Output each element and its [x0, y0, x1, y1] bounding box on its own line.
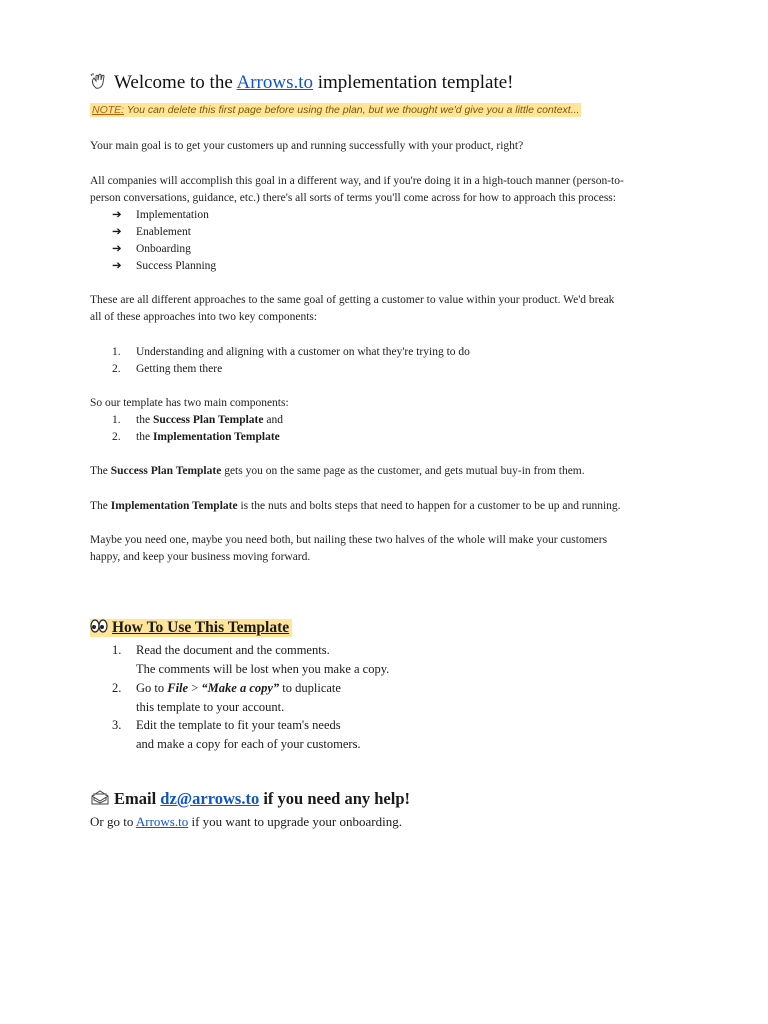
approach-line-1: These are all different approaches to the same goal of getting a customer to value within your product. We'd break [90, 294, 615, 306]
step-text: and make a copy for each of your customers. [136, 737, 361, 751]
step-text: The comments will be lost when you make a copy. [136, 662, 390, 676]
intro-line-2: person conversations, guidance, etc.) there's all sorts of terms you'll come across for how to approach this process: [90, 192, 616, 204]
upgrade-pre: Or go to [90, 814, 136, 829]
list-number: 3. [112, 718, 122, 732]
email-link[interactable]: dz@arrows.to [160, 789, 260, 808]
approach-line-2: all of these approaches into two key components: [90, 311, 318, 323]
success-plan-paragraph [90, 463, 585, 480]
list-number: 2. [112, 431, 121, 443]
how-to-title: How To Use This Template [112, 619, 290, 636]
component-post: and [263, 414, 283, 426]
page-title [90, 72, 514, 94]
file-menu-name: File [167, 681, 189, 695]
arrow-icon: ➔ [112, 209, 122, 221]
step-item [112, 641, 330, 660]
help-pre: Email [114, 789, 161, 808]
step-text: to duplicate [279, 681, 341, 695]
step-text: Go to [136, 681, 168, 695]
term-item [112, 241, 191, 258]
list-number: 1. [112, 414, 121, 426]
step-text: Edit the template to fit your team's needs [136, 718, 341, 732]
how-to-heading [90, 619, 292, 637]
title-arrows-link[interactable]: Arrows.to [236, 72, 313, 93]
term-label: Implementation [136, 209, 209, 221]
menu-separator: > [188, 681, 202, 695]
mail-icon [90, 790, 110, 806]
closing-line-1: Maybe you need one, maybe you need both, but nailing these two halves of the whole will make your customers [90, 534, 608, 546]
component-item [112, 429, 280, 446]
para-bold: Implementation Template [110, 500, 238, 512]
term-label: Onboarding [136, 243, 191, 255]
term-item [112, 258, 216, 275]
component-name: Implementation Template [152, 431, 280, 443]
list-number: 1. [112, 643, 122, 657]
waving-hand-icon [90, 73, 108, 91]
implementation-paragraph [90, 498, 621, 515]
upgrade-line [90, 814, 402, 830]
intro-line-1: All companies will accomplish this goal in a different way, and if you're doing it in a high-touch manner (person-to- [90, 175, 624, 187]
component-name: Success Plan Template [152, 414, 264, 426]
component-pre: the [136, 414, 153, 426]
term-label: Success Planning [136, 260, 217, 272]
para-bold: Success Plan Template [110, 465, 222, 477]
approach-item-text: Getting them there [136, 363, 223, 375]
para-post: gets you on the same page as the customer, and gets mutual buy-in from them. [221, 465, 585, 477]
step-item-cont [112, 735, 361, 754]
eyes-icon [90, 619, 108, 633]
para-post: is the nuts and bolts steps that need to happen for a customer to be up and running. [237, 500, 621, 512]
components-intro: So our template has two main components: [90, 397, 289, 409]
make-copy-menu-name: “Make a copy” [201, 681, 280, 695]
approach-item-text: Understanding and aligning with a customer on what they're trying to do [136, 346, 470, 358]
step-item [112, 716, 341, 735]
para-pre: The [90, 465, 111, 477]
title-suffix: implementation template! [313, 72, 514, 93]
component-item [112, 412, 283, 429]
step-item [112, 679, 341, 698]
term-item [112, 207, 209, 224]
note-text: You can delete this first page before using the plan, but we thought we'd give you a little context... [124, 104, 580, 116]
approach-item [112, 344, 470, 361]
list-number: 2. [112, 363, 121, 375]
closing-line-2: happy, and keep your business moving forward. [90, 551, 311, 563]
component-pre: the [136, 431, 153, 443]
para-pre: The [90, 500, 111, 512]
step-text: this template to your account. [136, 700, 285, 714]
step-item-cont [112, 660, 389, 679]
title-prefix: Welcome to the [114, 72, 237, 93]
arrow-icon: ➔ [112, 260, 122, 272]
step-item-cont [112, 698, 284, 717]
list-number: 1. [112, 346, 121, 358]
note-banner [90, 103, 581, 117]
upgrade-post: if you want to upgrade your onboarding. [188, 814, 402, 829]
step-text: Read the document and the comments. [136, 643, 330, 657]
arrow-icon: ➔ [112, 243, 122, 255]
help-heading [90, 789, 410, 809]
arrow-icon: ➔ [112, 226, 122, 238]
note-label: NOTE: [92, 104, 125, 116]
approach-item [112, 361, 222, 378]
intro-paragraph: Your main goal is to get your customers up and running successfully with your product, right? [90, 140, 524, 152]
term-item [112, 224, 191, 241]
list-number: 2. [112, 681, 122, 695]
arrows-link[interactable]: Arrows.to [135, 814, 189, 829]
help-post: if you need any help! [259, 789, 411, 808]
term-label: Enablement [136, 226, 191, 238]
